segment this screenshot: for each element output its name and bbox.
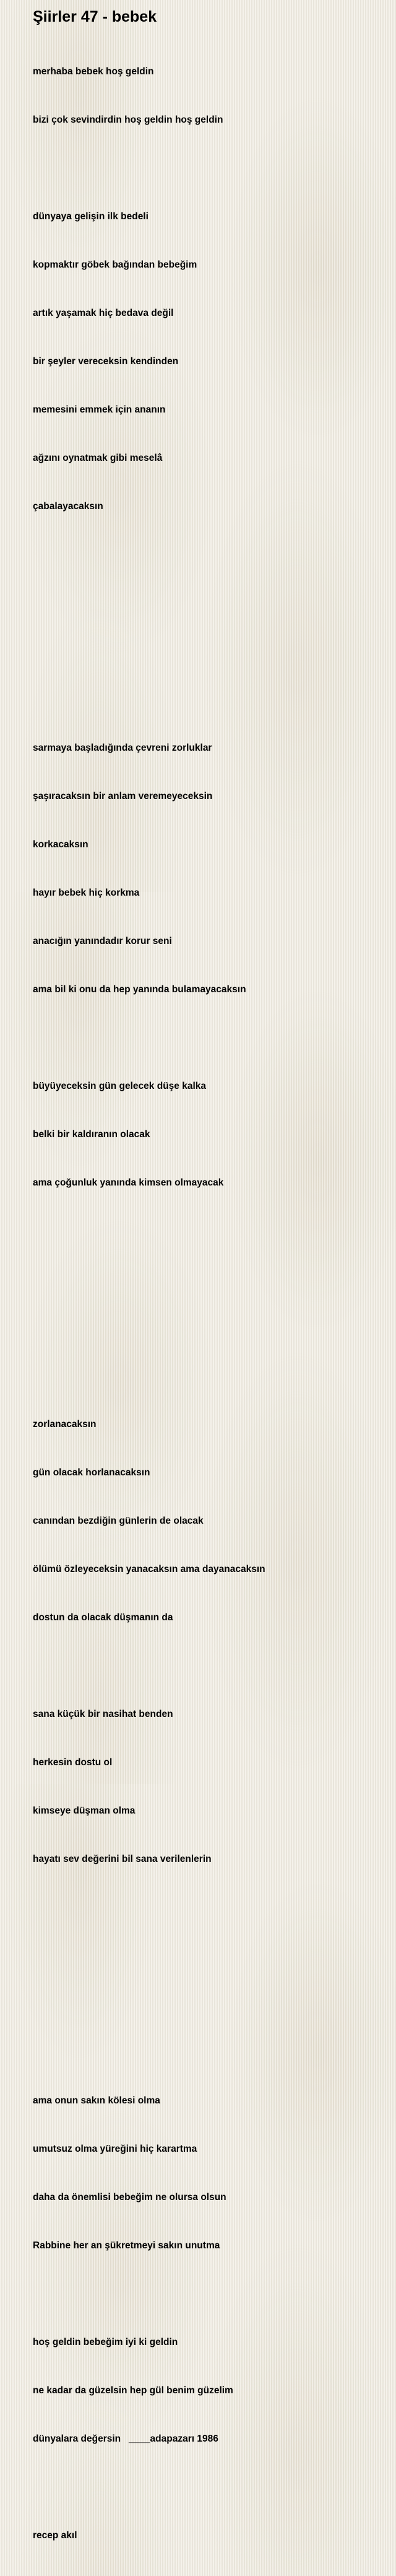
poem-line [33, 2286, 265, 2302]
poem-line: sarmaya başladığında çevreni zorluklar [33, 743, 212, 753]
poem-line [33, 1948, 265, 1964]
poem-body [33, 32, 265, 2576]
poem-line: belki bir kaldıranın olacak [33, 1129, 150, 1140]
poem-line: şaşıracaksın bir anlam veremeyeceksin [33, 791, 213, 801]
poem-line [33, 160, 265, 177]
poem-line: zorlanacaksın [33, 1419, 97, 1430]
poem-line: ama çoğunluk yanında kimsen olmayacak [33, 1177, 224, 1188]
poem-line: ne kadar da güzelsin hep gül benim güzelim [33, 2385, 233, 2396]
poem-line [33, 1996, 265, 2012]
poem-title: Şiirler 47 - bebek [33, 8, 157, 25]
poem-line [33, 2479, 265, 2495]
poem-line: bir şeyler vereceksin kendinden [33, 356, 179, 367]
poem-line: dostun da olacak düşmanın da [33, 1612, 173, 1623]
poem-line: kopmaktır göbek bağından bebeğim [33, 260, 197, 270]
poem-line: gün olacak horlanacaksın [33, 1467, 150, 1478]
poem-line: büyüyeceksin gün gelecek düşe kalka [33, 1081, 206, 1091]
poem-line: kimseye düşman olma [33, 1805, 136, 1816]
poem-line: herkesin dostu ol [33, 1757, 113, 1768]
poem-line: anacığın yanındadır korur seni [33, 936, 172, 946]
poem-line [33, 2045, 265, 2061]
poem-line: Rabbine her an şükretmeyi sakın unutma [33, 2240, 220, 2251]
poem-line: dünyalara değersin ____adapazarı 1986 [33, 2434, 218, 2444]
poem-line [33, 1658, 265, 1674]
poem-line [33, 692, 265, 708]
poem-line [33, 1368, 265, 1384]
poem-line [33, 1320, 265, 1336]
poem-line: canından bezdiğin günlerin de olacak [33, 1516, 204, 1526]
poem-line [33, 595, 265, 611]
poem-line [33, 1030, 265, 1046]
poem-line [33, 1272, 265, 1288]
poem-line: çabalayacaksın [33, 501, 103, 512]
poem-line: ölümü özleyeceksin yanacaksın ama dayanacaksın [33, 1564, 265, 1574]
poem-line: bizi çok sevindirdin hoş geldin hoş geldin [33, 115, 223, 125]
poem-line: korkacaksın [33, 839, 88, 850]
poem-line [33, 1900, 265, 1916]
poem-line: artık yaşamak hiç bedava değil [33, 308, 174, 318]
poem-line: hoş geldin bebeğim iyi ki geldin [33, 2337, 178, 2347]
poem-line: memesini emmek için ananın [33, 404, 166, 415]
poem-line: hayatı sev değerini bil sana verilenlerin [33, 1854, 212, 1864]
poem-line: umutsuz olma yüreğini hiç karartma [33, 2144, 197, 2154]
poem-line: sana küçük bir nasihat benden [33, 1709, 173, 1719]
poem-signature: recep akıl [33, 2530, 77, 2541]
poem-line: ama bil ki onu da hep yanında bulamayacaksın [33, 984, 246, 995]
poem-line: dünyaya gelişin ilk bedeli [33, 211, 148, 222]
poem-line: hayır bebek hiç korkma [33, 888, 140, 898]
poem-line: merhaba bebek hoş geldin [33, 66, 154, 77]
poem-line [33, 1223, 265, 1239]
poem-line: ağzını oynatmak gibi meselâ [33, 453, 163, 463]
poem-line: ama onun sakın kölesi olma [33, 2095, 160, 2106]
poem-line [33, 644, 265, 660]
poem-line [33, 547, 265, 563]
poem-line: daha da önemlisi bebeğim ne olursa olsun [33, 2192, 226, 2203]
